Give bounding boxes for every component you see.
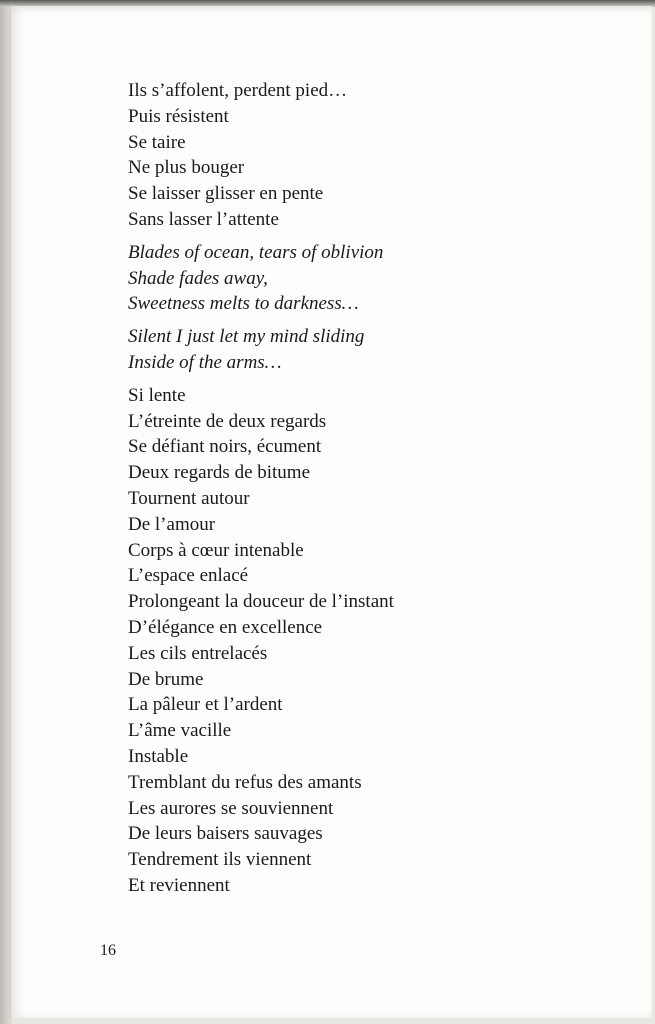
poem-line: De brume [128,668,204,690]
poem-line: Sweetness melts to darkness… [128,293,359,315]
poem-line: Puis résistent [128,105,229,127]
stanza-3 [128,324,588,376]
poem-line: Les cils entrelacés [128,642,268,664]
poem-line: Inside of the arms… [128,351,282,373]
poem-line: Instable [128,745,189,767]
poem-line: L’espace enlacé [128,565,249,587]
poem-line: Silent I just let my mind sliding [128,326,365,348]
poem-line: Sans lasser l’attente [128,208,279,230]
poem-line: La pâleur et l’ardent [128,694,283,716]
stanza-1 [128,78,588,233]
poem-line: L’âme vacille [128,720,232,742]
poem-line: Shade fades away, [128,267,268,289]
stanza-4 [128,383,588,899]
poem-line: Prolongeant la douceur de l’instant [128,591,394,613]
poem-text [128,78,588,906]
poem-line: Se laisser glisser en pente [128,183,324,205]
poem-line: Tournent autour [128,487,250,509]
poem-line: Tendrement ils viennent [128,849,312,871]
poem-line: Si lente [128,384,186,406]
poem-line: Les aurores se souviennent [128,797,334,819]
poem-line: Corps à cœur intenable [128,539,304,561]
page-number: 16 [100,942,116,959]
poem-line: Se défiant noirs, écument [128,436,322,458]
poem-line: Ils s’affolent, perdent pied… [128,80,348,101]
poem-line: Blades of ocean, tears of oblivion [128,241,384,263]
poem-line: Deux regards de bitume [128,462,311,484]
poem-line: L’étreinte de deux regards [128,410,327,432]
stanza-2 [128,240,588,317]
poem-line: De l’amour [128,513,216,535]
poem-line: De leurs baisers sauvages [128,823,323,845]
poem-line: Ne plus bouger [128,157,245,179]
poem-line: Tremblant du refus des amants [128,771,362,793]
poem-line: D’élégance en excellence [128,616,323,638]
poem-line: Et reviennent [128,874,230,896]
poem-line: Se taire [128,131,186,153]
